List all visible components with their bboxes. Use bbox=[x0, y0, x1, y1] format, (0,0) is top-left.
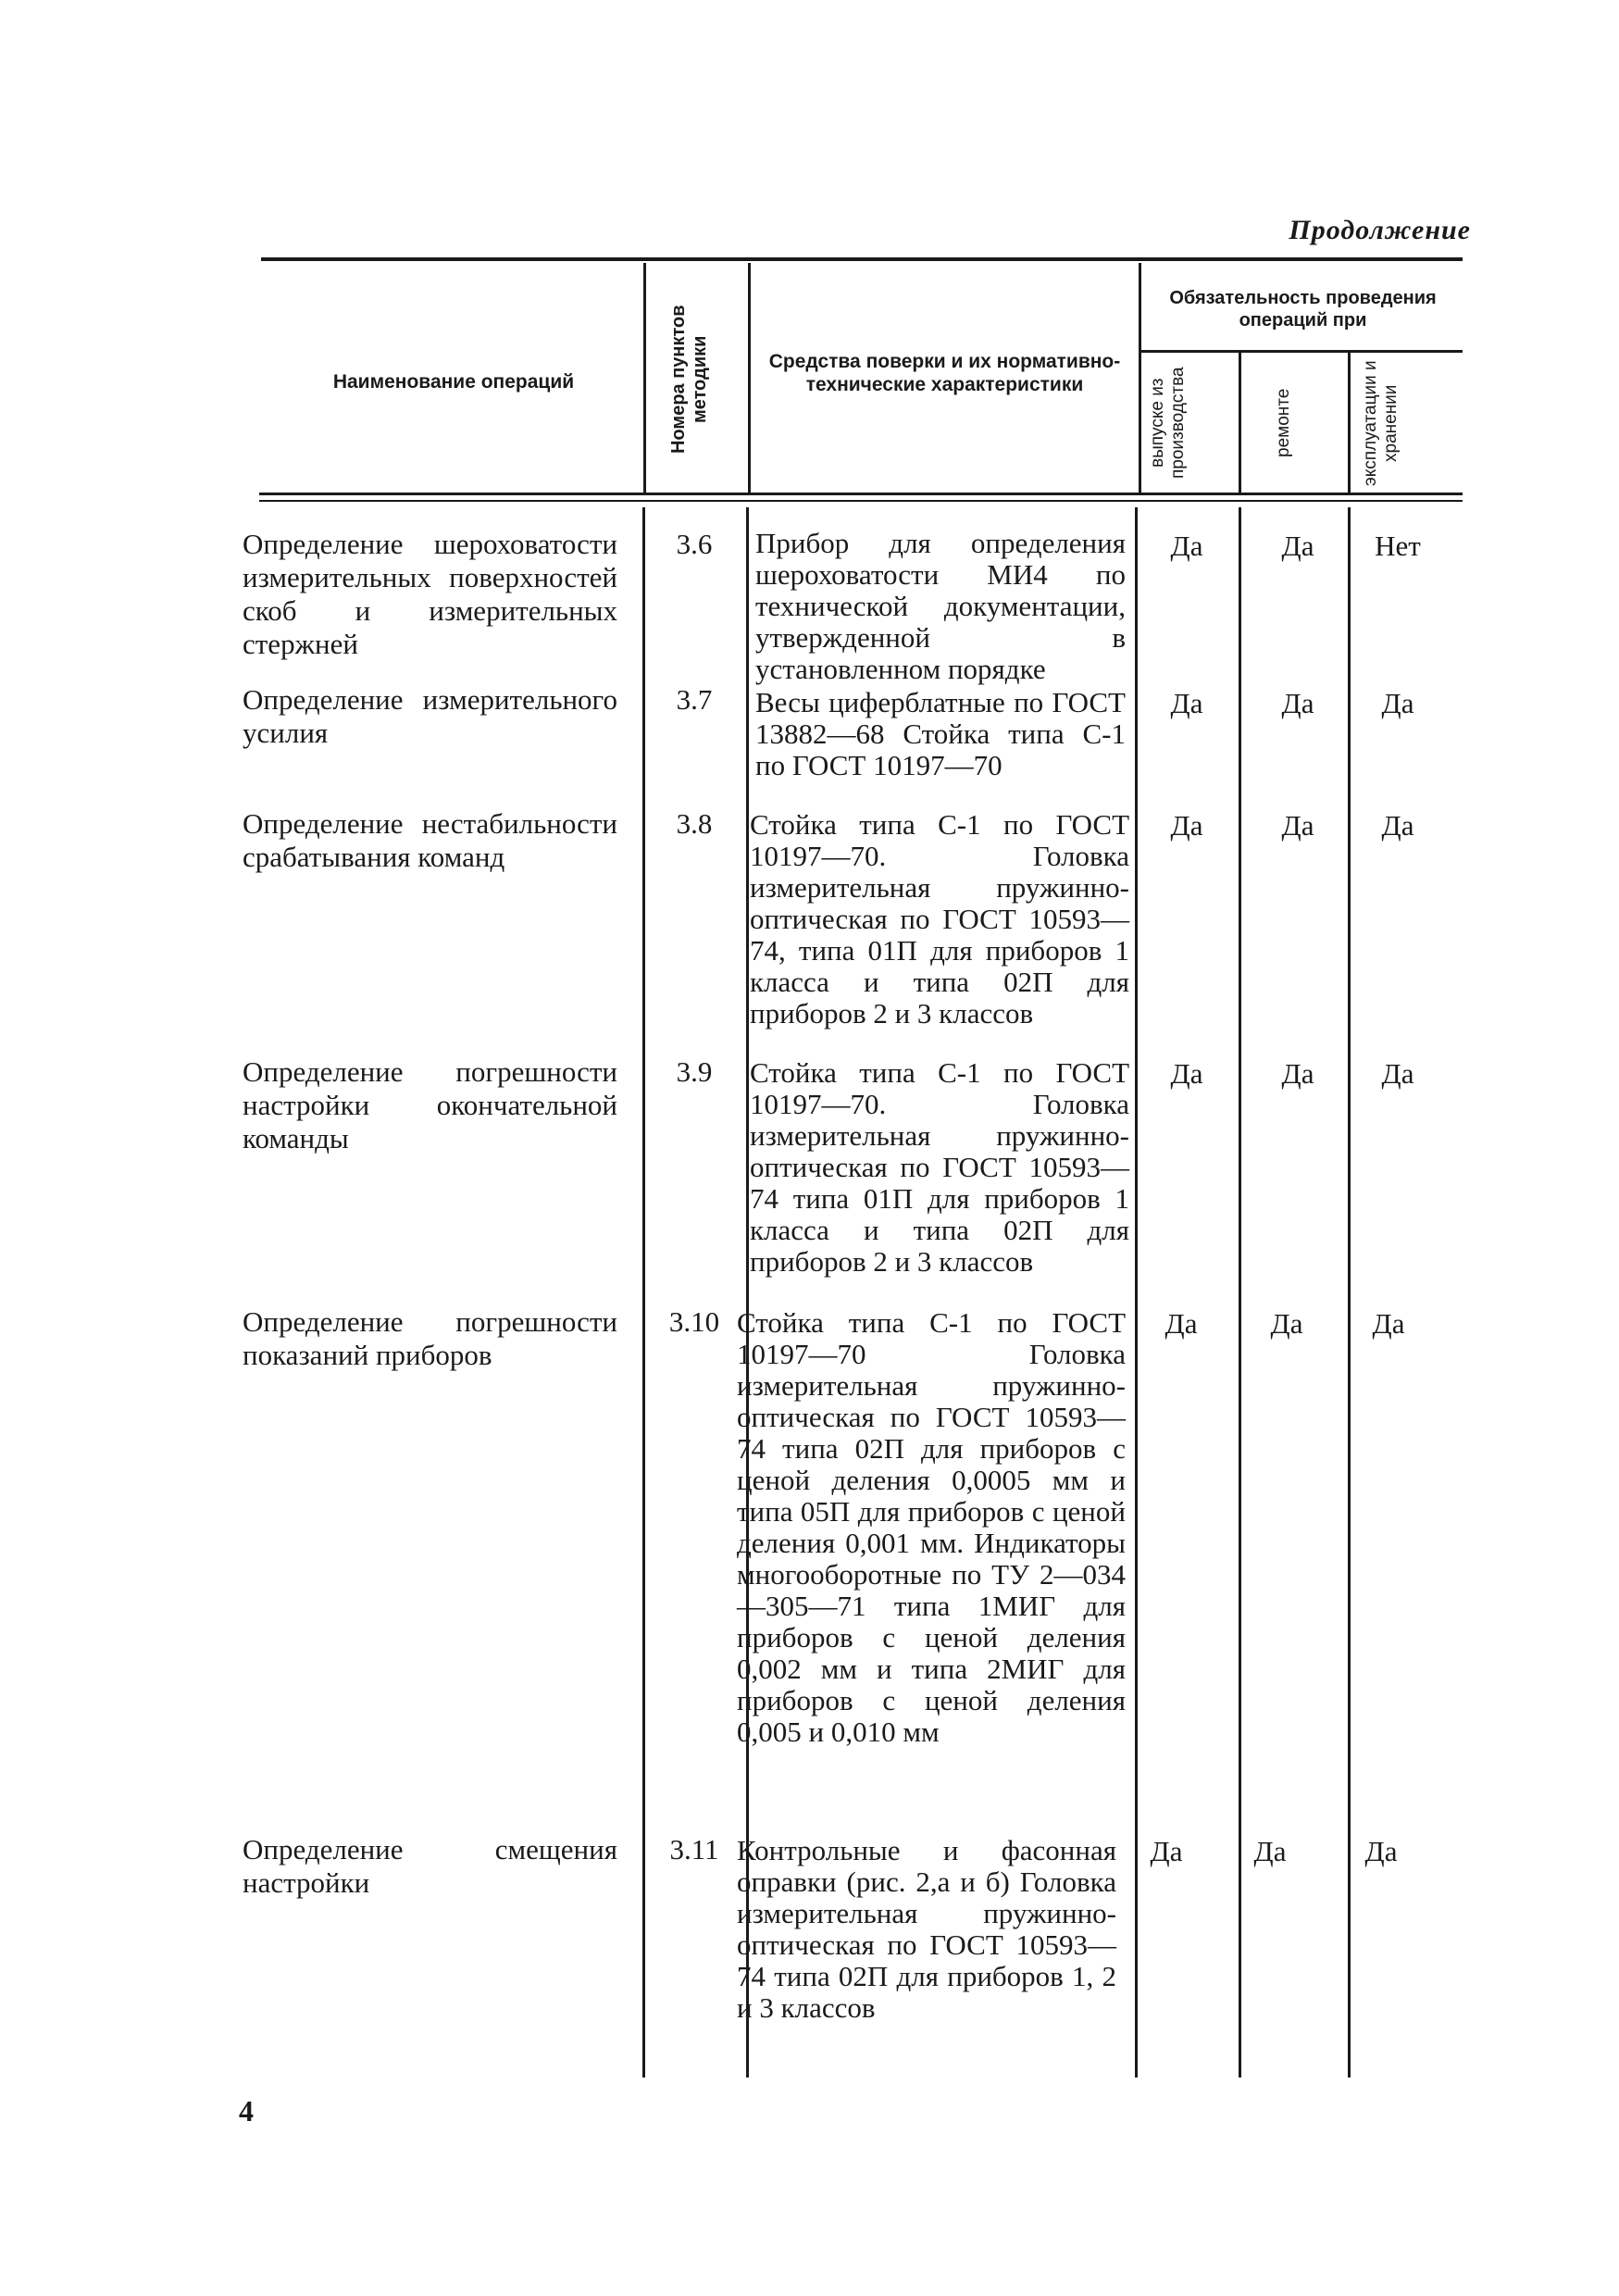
page-number: 4 bbox=[239, 2094, 254, 2128]
header-repair: ремонте bbox=[1274, 388, 1293, 458]
repair-mark: Да bbox=[1281, 687, 1314, 719]
header-mandatory: Обязательность проведения операций при bbox=[1169, 288, 1437, 331]
header-bottom-rule-2 bbox=[259, 500, 1463, 502]
operation-mark: Да bbox=[1364, 1835, 1398, 1867]
method-point: 3.7 bbox=[676, 683, 713, 716]
verification-means: Стойка типа С-1 по ГОСТ 10197—70. Головка измерительная пружинно-оптическая по ГОСТ 10593—74, типа 01П для приборов 1 класса и типа 02П для приборов 2 и 3 классов bbox=[750, 808, 1129, 1029]
header-operation-storage: эксплуатации и хранении bbox=[1361, 360, 1401, 486]
continuation-label: Продолжение bbox=[1289, 215, 1471, 245]
production-mark: Да bbox=[1170, 687, 1203, 719]
header-means: Средства поверки и их нормативно-технические характеристики bbox=[768, 351, 1121, 396]
method-point: 3.6 bbox=[676, 528, 713, 560]
repair-mark: Да bbox=[1253, 1835, 1287, 1867]
header-production: выпуске из производства bbox=[1148, 367, 1188, 480]
operation-mark: Да bbox=[1372, 1307, 1405, 1340]
production-mark: Да bbox=[1170, 530, 1203, 562]
operation-name: Определение смещения настройки bbox=[243, 1833, 617, 1899]
verification-means: Прибор для определения шероховатости МИ4 по технической документации, утвержденной в установленном порядке bbox=[755, 527, 1126, 685]
header-divider bbox=[748, 263, 751, 493]
table-top-rule bbox=[261, 257, 1463, 261]
method-point: 3.8 bbox=[676, 807, 713, 840]
verification-means: Стойка типа С-1 по ГОСТ 10197—70. Головка измерительная пружинно-оптическая по ГОСТ 10593—74 типа 01П для приборов 1 класса и типа 02П для приборов 2 и 3 классов bbox=[750, 1056, 1129, 1278]
repair-mark: Да bbox=[1270, 1307, 1303, 1340]
operation-mark: Да bbox=[1381, 809, 1414, 842]
header-method-points: Номера пунктов методики bbox=[668, 305, 710, 455]
header-operation: Наименование операций bbox=[332, 371, 575, 393]
repair-mark: Да bbox=[1281, 530, 1314, 562]
operation-mark: Да bbox=[1381, 687, 1414, 719]
operation-name: Определение измерительного усилия bbox=[243, 683, 617, 749]
operation-name: Определение погрешности показаний приборов bbox=[243, 1305, 617, 1371]
production-mark: Да bbox=[1170, 1057, 1203, 1090]
verification-means: Стойка типа С-1 по ГОСТ 10197—70 Головка измерительная пружинно-оптическая по ГОСТ 10593—74 типа 02П для приборов с ценой деления 0,0005 мм и типа 05П для приборов с ценой деления 0,001 мм. Индикаторы многооборотные по ТУ 2—034—305—71 типа 1МИГ для приборов с ценой деления 0,002 мм и типа 2МИГ для приборов с ценой деления 0,005 и 0,010 мм bbox=[737, 1306, 1126, 1748]
operation-mark: Нет bbox=[1375, 530, 1421, 562]
mandatory-subheader-rule bbox=[1140, 350, 1463, 353]
repair-mark: Да bbox=[1281, 1057, 1314, 1090]
method-point: 3.10 bbox=[668, 1305, 720, 1338]
production-mark: Да bbox=[1170, 809, 1203, 842]
verification-means: Контрольные и фасонная оправки (рис. 2,а и б) Головка измерительная пружинно-оптическая по ГОСТ 10593—74 типа 02П для приборов 1, 2 и 3 классов bbox=[737, 1834, 1116, 2024]
header-bottom-rule bbox=[259, 493, 1463, 495]
repair-mark: Да bbox=[1281, 809, 1314, 842]
operation-name: Определение нестабильности срабатывания команд bbox=[243, 807, 617, 873]
method-point: 3.11 bbox=[669, 1833, 719, 1866]
production-mark: Да bbox=[1150, 1835, 1183, 1867]
header-divider bbox=[1239, 352, 1241, 493]
operation-mark: Да bbox=[1381, 1057, 1414, 1090]
header-divider bbox=[1348, 352, 1351, 493]
header-divider bbox=[643, 263, 646, 493]
body-divider bbox=[642, 507, 645, 2078]
method-point: 3.9 bbox=[676, 1055, 713, 1088]
verification-means: Весы циферблатные по ГОСТ 13882—68 Стойка типа С-1 по ГОСТ 10197—70 bbox=[755, 686, 1126, 781]
operation-name: Определение погрешности настройки окончательной команды bbox=[243, 1055, 617, 1154]
production-mark: Да bbox=[1164, 1307, 1198, 1340]
header-divider bbox=[1139, 263, 1141, 493]
operation-name: Определение шероховатости измерительных поверхностей скоб и измерительных стержней bbox=[243, 528, 617, 660]
